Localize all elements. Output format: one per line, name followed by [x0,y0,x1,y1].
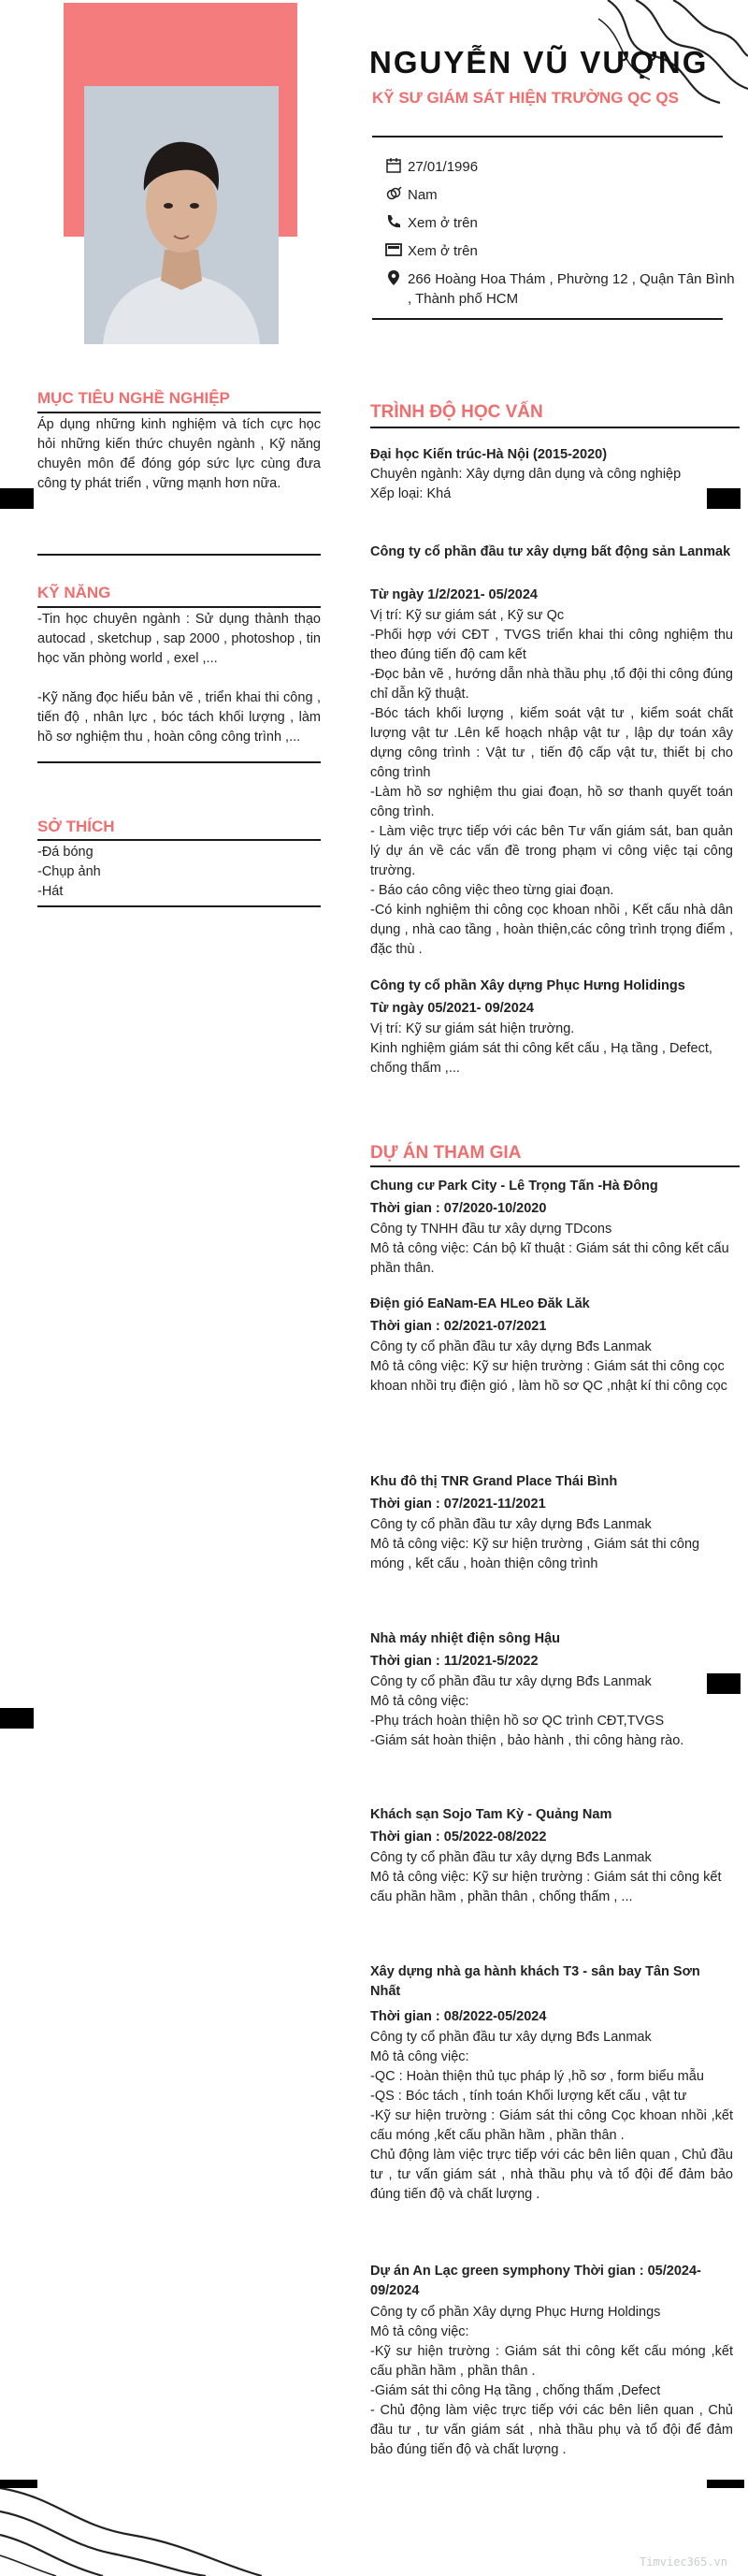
project-time: Thời gian : 07/2021-11/2021 [370,1497,546,1512]
contact-address [385,269,741,309]
hobbies-heading: SỞ THÍCH [37,818,115,835]
education-grade: Xếp loại: Khá [370,486,452,501]
phone-value: Xem ở trên [408,215,478,231]
calendar-icon [385,157,402,174]
contact-gender [385,185,741,205]
watermark: Timviec365.vn [640,2555,727,2569]
objective-heading: MỤC TIÊU NGHỀ NGHIỆP [37,389,230,407]
divider [37,839,321,841]
gender-icon [385,185,402,202]
phone-icon [385,213,402,230]
hobby-item: -Đá bóng [37,845,94,860]
project-details: Công ty cổ phần đầu tư xây dựng Bđs Lanmak Mô tả công việc: -Phụ trách hoàn thiện hồ sơ QC trình CĐT,TVGS -Giám sát hoàn thiện , bảo hành , thi công hàng rào. [370,1674,684,1748]
project-details: Công ty cổ phần đầu tư xây dựng Bđs Lanmak Mô tả công việc: -QC : Hoàn thiện thủ tục pháp lý ,hồ sơ , form biểu mẫu -QS : Bóc tách , tính toán Khối lượng kết cấu , vật tư -Kỹ sư hiện trường : Giám sát thi công Cọc khoan nhồi ,kết cấu móng ,kết cấu phần hầm , phần thân . Chủ động làm việc trực tiếp với các bên liên quan , Chủ đầu tư , tư vấn giám sát , nhà thầu phụ và tổ đội để đảm bảo đúng tiến độ và chất lượng . [370,2030,733,2202]
experience-company: Công ty cổ phần Xây dựng Phục Hưng Holidings [370,978,685,993]
project-name: Xây dựng nhà ga hành khách T3 - sân bay Tân Sơn Nhất [370,1964,700,1999]
project-name: Điện gió EaNam-EA HLeo Đăk Lăk [370,1296,590,1311]
edge-marker [0,488,34,509]
project-details: Công ty TNHH đầu tư xây dựng TDcons Mô tả công việc: Cán bộ kĩ thuật : Giám sát thi công kết cấu phần thân. [370,1222,729,1276]
birthday-value: 27/01/1996 [408,159,479,175]
divider [37,606,321,608]
edge-marker [707,488,741,509]
project-time: Thời gian : 11/2021-5/2022 [370,1654,539,1669]
edge-marker [0,2480,37,2488]
project-time: Thời gian : 05/2022-08/2022 [370,1830,547,1845]
experience-details: Vị trí: Kỹ sư giám sát hiện trường. Kinh nghiệm giám sát thi công kết cấu , Hạ tầng , Defect, chống thấm ,... [370,1021,712,1076]
project-time: Thời gian : 07/2020-10/2020 [370,1201,547,1216]
edge-marker [707,2480,744,2488]
decorative-lines-bottom [0,2469,262,2576]
project-time: Thời gian : 02/2021-07/2021 [370,1319,547,1334]
education-heading: TRÌNH ĐỘ HỌC VẤN [370,402,543,422]
divider [370,427,740,428]
skills-item: -Kỹ năng đọc hiểu bản vẽ , triển khai thi công , tiến độ , nhân lực , bóc tách khối lượng , làm hồ sơ nghiệm thu , hoàn công công trình ,... [37,690,321,745]
hobby-item: -Chụp ảnh [37,864,101,879]
edge-marker [0,1708,34,1729]
divider [370,1165,740,1167]
experience-period: Từ ngày 1/2/2021- 05/2024 [370,587,538,602]
job-title: KỸ SƯ GIÁM SÁT HIỆN TRƯỜNG QC QS [372,89,679,107]
project-name: Dự án An Lạc green symphony Thời gian : 05/2024-09/2024 [370,2264,701,2298]
divider [37,554,321,556]
project-name: Chung cư Park City - Lê Trọng Tấn -Hà Đông [370,1179,658,1194]
skills-heading: KỸ NĂNG [37,584,111,601]
objective-text: Áp dụng những kinh nghiệm và tích cực học hỏi những kiến thức chuyên ngành , Kỹ năng chuyên môn để đóng góp sức lực cùng đưa công ty phát triển , vững mạnh hơn nữa. [37,417,321,491]
experience-details: Vị trí: Kỹ sư giám sát , Kỹ sư Qc -Phối hợp với CĐT , TVGS triển khai thi công nghiệm thu theo đúng tiến độ cam kết -Đọc bản vẽ , hướng dẫn nhà thầu phụ ,tổ đội thi công đúng chỉ dẫn kỹ thuật. -Bóc tách khối lượng , kiểm soát vật tư , kiểm soát chất lượng vật tư .Lên kế hoạch nhập vật tư , lập dự toán xây dựng công trình : Vật tư , tiến độ cấp vật tư, thiết bị cho công trình -Làm hồ sơ nghiệm thu giai đoạn, hồ sơ thanh quyết toán công trình. - Làm việc trực tiếp với các bên Tư vấn giám sát, ban quản lý dự án về các vấn đề trong phạm vi công việc tại công trường. - Báo cáo công việc theo từng giai đoạn. -Có kinh nghiệm thi công cọc khoan nhồi , Kết cấu nhà dân dụng , nhà cao tầng , hoàn thiện,các công trình trọng điểm , đặc thù . [370,608,733,957]
address-value: 266 Hoàng Hoa Thám , Phường 12 , Quận Tân Bình , Thành phố HCM [408,271,735,307]
project-details: Công ty cổ phần đầu tư xây dựng Bđs Lanmak Mô tả công việc: Kỹ sư hiện trường : Giám sát thi công cọc khoan nhồi trụ điện gió , làm hồ sơ QC ,nhật kí thi công cọc [370,1339,727,1394]
project-name: Khách sạn Sojo Tam Kỳ - Quảng Nam [370,1807,612,1822]
project-details: Công ty cổ phần Xây dựng Phục Hưng Holdings Mô tả công việc: -Kỹ sư hiện trường : Giám sát thi công kết cấu móng ,kết cấu phần hầm , phần thân . -Giám sát thi công Hạ tầng , chống thấm ,Defect - Chủ động làm việc trực tiếp với các bên liên quan , Chủ đầu tư , tư vấn giám sát , nhà thầu phụ và tổ đội để đảm bảo đúng tiến độ và chất lượng . [370,2305,733,2457]
divider [37,761,321,763]
candidate-name: NGUYỄN VŨ VƯỢNG [369,45,709,80]
hobby-item: -Hát [37,884,64,899]
email-icon [385,241,402,258]
contact-phone [385,213,741,233]
project-time: Thời gian : 08/2022-05/2024 [370,2009,547,2024]
project-name: Khu đô thị TNR Grand Place Thái Bình [370,1474,618,1489]
location-icon [385,269,402,286]
education-school: Đại học Kiến trúc-Hà Nội (2015-2020) [370,447,608,462]
gender-value: Nam [408,187,438,203]
divider [37,905,321,907]
divider [37,412,321,413]
divider [372,136,723,137]
education-major: Chuyên ngành: Xây dựng dân dụng và công nghiệp [370,467,682,482]
experience-period: Từ ngày 05/2021- 09/2024 [370,1001,534,1016]
project-details: Công ty cổ phần đầu tư xây dựng Bđs Lanmak Mô tả công việc: Kỹ sư hiện trường , Giám sát thi công móng , kết cấu , hoàn thiện công trình [370,1517,700,1571]
divider [372,318,723,320]
email-value: Xem ở trên [408,243,478,259]
projects-heading: DỰ ÁN THAM GIA [370,1143,522,1163]
skills-item: -Tin học chuyên ngành : Sử dụng thành thạo autocad , sketchup , sap 2000 , photoshop , tin học văn phòng world , exel ,... [37,612,321,666]
contact-email [385,241,741,261]
avatar [84,86,279,344]
experience-company: Công ty cổ phần đầu tư xây dựng bất động sản Lanmak [370,544,731,559]
project-name: Nhà máy nhiệt điện sông Hậu [370,1631,561,1646]
contact-birthday [385,157,741,177]
project-details: Công ty cổ phần đầu tư xây dựng Bđs Lanmak Mô tả công việc: Kỹ sư hiện trường : Giám sát thi công kết cấu phần hầm , phần thân , chống thấm , ... [370,1850,722,1904]
